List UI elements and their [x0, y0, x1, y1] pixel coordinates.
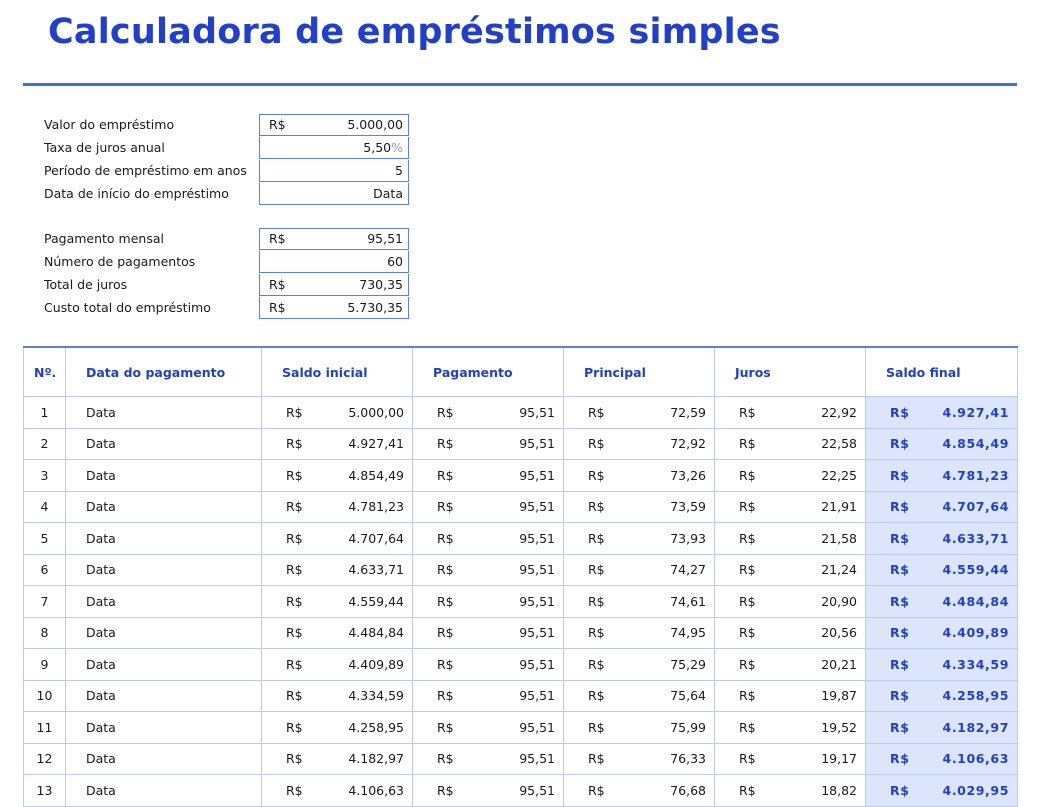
payment-cell [413, 712, 564, 744]
payment-amount: 95,51 [519, 625, 555, 641]
currency-label: R$ [437, 782, 454, 798]
opening-balance: 4.854,49 [348, 467, 404, 483]
interest-amount: 22,92 [821, 404, 857, 420]
closing-balance: 4.854,49 [942, 436, 1009, 452]
currency-label: R$ [286, 436, 303, 452]
table-row [24, 397, 1018, 429]
payment-number: 2 [24, 428, 66, 460]
table-row [24, 428, 1018, 460]
currency-label: R$ [890, 751, 910, 767]
interest-cell [715, 586, 866, 618]
table-row [24, 775, 1018, 807]
interest-amount: 21,58 [821, 530, 857, 546]
opening-balance-cell [262, 743, 413, 775]
principal-amount: 74,27 [670, 562, 706, 578]
closing-balance: 4.559,44 [942, 562, 1009, 578]
payment-count-value [259, 251, 409, 273]
payment-cell [413, 649, 564, 681]
currency-label: R$ [269, 231, 286, 246]
opening-balance-cell [262, 523, 413, 555]
currency-label: R$ [890, 499, 910, 515]
payment-amount: 95,51 [519, 782, 555, 798]
field-value: Data [373, 185, 403, 201]
closing-balance-cell [866, 460, 1018, 492]
input-row-interest-rate [44, 136, 409, 159]
field-value: 5 [395, 162, 403, 178]
interest-cell [715, 617, 866, 649]
currency-label: R$ [739, 593, 756, 609]
result-label: Custo total do empréstimo [44, 300, 211, 315]
currency-label: R$ [890, 562, 910, 578]
closing-balance-cell [866, 712, 1018, 744]
currency-label: R$ [286, 625, 303, 641]
interest-cell [715, 491, 866, 523]
currency-label: R$ [286, 404, 303, 420]
payment-date[interactable]: Data [66, 586, 262, 618]
currency-label: R$ [739, 656, 756, 672]
principal-cell [564, 523, 715, 555]
payment-amount: 95,51 [519, 562, 555, 578]
principal-cell [564, 554, 715, 586]
interest-cell [715, 712, 866, 744]
principal-cell [564, 680, 715, 712]
result-label: Número de pagamentos [44, 254, 196, 269]
closing-balance: 4.106,63 [942, 751, 1009, 767]
currency-label: R$ [286, 656, 303, 672]
currency-label: R$ [739, 562, 756, 578]
payment-number: 9 [24, 649, 66, 681]
closing-balance-cell [866, 491, 1018, 523]
interest-cell [715, 523, 866, 555]
currency-label: R$ [739, 688, 756, 704]
input-label: Taxa de juros anual [44, 140, 165, 155]
closing-balance-cell [866, 649, 1018, 681]
currency-label: R$ [437, 499, 454, 515]
table-row [24, 712, 1018, 744]
principal-cell [564, 617, 715, 649]
interest-cell [715, 554, 866, 586]
table-row [24, 523, 1018, 555]
currency-label: R$ [286, 562, 303, 578]
payment-date[interactable]: Data [66, 680, 262, 712]
opening-balance-cell [262, 617, 413, 649]
payment-amount: 95,51 [519, 593, 555, 609]
payment-amount: 95,51 [519, 467, 555, 483]
payment-number: 8 [24, 617, 66, 649]
opening-balance-cell [262, 491, 413, 523]
column-header-closing-balance: Saldo final [866, 347, 1018, 397]
principal-amount: 74,61 [670, 593, 706, 609]
currency-label: R$ [890, 625, 910, 641]
principal-amount: 75,29 [670, 656, 706, 672]
currency-label: R$ [286, 530, 303, 546]
result-label: Total de juros [44, 277, 128, 292]
currency-label: R$ [588, 593, 605, 609]
payment-amount: 95,51 [519, 751, 555, 767]
opening-balance-cell [262, 397, 413, 429]
payment-cell [413, 428, 564, 460]
payment-amount: 95,51 [519, 530, 555, 546]
currency-label: R$ [437, 751, 454, 767]
currency-label: R$ [286, 467, 303, 483]
currency-label: R$ [588, 625, 605, 641]
principal-cell [564, 397, 715, 429]
payment-date[interactable]: Data [66, 397, 262, 429]
payment-number: 13 [24, 775, 66, 807]
currency-label: R$ [588, 499, 605, 515]
field-value: 730,35 [359, 276, 403, 292]
loan-period-field[interactable] [259, 160, 409, 182]
field-value: 5,50 [363, 139, 392, 155]
payment-number: 1 [24, 397, 66, 429]
principal-amount: 72,59 [670, 404, 706, 420]
closing-balance-cell [866, 428, 1018, 460]
currency-label: R$ [437, 625, 454, 641]
payment-cell [413, 680, 564, 712]
title-divider [23, 83, 1017, 86]
payment-amount: 95,51 [519, 436, 555, 452]
payment-cell [413, 491, 564, 523]
currency-label: R$ [437, 719, 454, 735]
page-title: Calculadora de empréstimos simples [48, 12, 781, 52]
payment-number: 5 [24, 523, 66, 555]
principal-cell [564, 775, 715, 807]
total-cost-value [259, 297, 409, 319]
table-row [24, 554, 1018, 586]
principal-cell [564, 460, 715, 492]
principal-amount: 72,92 [670, 436, 706, 452]
opening-balance-cell [262, 428, 413, 460]
currency-label: R$ [437, 562, 454, 578]
currency-label: R$ [437, 467, 454, 483]
currency-label: R$ [437, 656, 454, 672]
currency-label: R$ [739, 436, 756, 452]
table-row [24, 743, 1018, 775]
payment-cell [413, 586, 564, 618]
interest-amount: 20,21 [821, 656, 857, 672]
opening-balance: 4.484,84 [348, 625, 404, 641]
column-header-number: Nº. [24, 347, 66, 397]
closing-balance-cell [866, 680, 1018, 712]
opening-balance: 4.182,97 [348, 751, 404, 767]
column-header-principal: Principal [564, 347, 715, 397]
principal-cell [564, 649, 715, 681]
payment-number: 3 [24, 460, 66, 492]
currency-label: R$ [890, 404, 910, 420]
payment-date[interactable]: Data [66, 617, 262, 649]
field-value: 5.000,00 [347, 117, 403, 132]
payment-date[interactable]: Data [66, 523, 262, 555]
currency-label: R$ [437, 404, 454, 420]
interest-amount: 22,25 [821, 467, 857, 483]
closing-balance: 4.633,71 [942, 530, 1009, 546]
currency-label: R$ [890, 436, 910, 452]
payment-date[interactable]: Data [66, 460, 262, 492]
interest-amount: 18,82 [821, 782, 857, 798]
table-row [24, 617, 1018, 649]
interest-amount: 22,58 [821, 436, 857, 452]
table-row [24, 649, 1018, 681]
opening-balance: 4.334,59 [348, 688, 404, 704]
opening-balance-cell [262, 554, 413, 586]
closing-balance: 4.707,64 [942, 499, 1009, 515]
closing-balance-cell [866, 523, 1018, 555]
closing-balance-cell [866, 554, 1018, 586]
interest-rate-field[interactable] [259, 137, 409, 159]
currency-label: R$ [286, 751, 303, 767]
interest-amount: 21,24 [821, 562, 857, 578]
currency-label: R$ [739, 782, 756, 798]
table-row [24, 491, 1018, 523]
currency-label: R$ [269, 276, 286, 292]
closing-balance: 4.781,23 [942, 467, 1009, 483]
currency-label: R$ [437, 530, 454, 546]
opening-balance: 4.707,64 [348, 530, 404, 546]
principal-amount: 75,64 [670, 688, 706, 704]
currency-label: R$ [739, 404, 756, 420]
result-row-monthly-payment [44, 227, 409, 250]
opening-balance: 5.000,00 [348, 404, 404, 420]
currency-label: R$ [890, 719, 910, 735]
closing-balance: 4.334,59 [942, 656, 1009, 672]
currency-label: R$ [588, 530, 605, 546]
currency-label: R$ [286, 782, 303, 798]
interest-amount: 19,87 [821, 688, 857, 704]
closing-balance: 4.927,41 [942, 404, 1009, 420]
principal-amount: 73,59 [670, 499, 706, 515]
currency-label: R$ [588, 467, 605, 483]
principal-amount: 73,26 [670, 467, 706, 483]
principal-amount: 74,95 [670, 625, 706, 641]
field-value: 5.730,35 [347, 299, 403, 315]
closing-balance-cell [866, 586, 1018, 618]
principal-amount: 75,99 [670, 719, 706, 735]
interest-cell [715, 428, 866, 460]
closing-balance: 4.484,84 [942, 593, 1009, 609]
closing-balance: 4.409,89 [942, 625, 1009, 641]
interest-cell [715, 743, 866, 775]
opening-balance-cell [262, 712, 413, 744]
currency-label: R$ [588, 436, 605, 452]
currency-label: R$ [739, 719, 756, 735]
opening-balance: 4.781,23 [348, 499, 404, 515]
interest-amount: 21,91 [821, 499, 857, 515]
currency-label: R$ [286, 499, 303, 515]
principal-amount: 73,93 [670, 530, 706, 546]
input-row-start-date [44, 182, 409, 205]
currency-label: R$ [269, 299, 286, 315]
principal-amount: 76,33 [670, 751, 706, 767]
closing-balance-cell [866, 743, 1018, 775]
table-row [24, 586, 1018, 618]
currency-label: R$ [588, 404, 605, 420]
result-row-total-interest [44, 273, 409, 296]
start-date-field[interactable] [259, 183, 409, 205]
field-value: 95,51 [367, 231, 403, 246]
opening-balance-cell [262, 775, 413, 807]
currency-label: R$ [588, 751, 605, 767]
currency-label: R$ [437, 593, 454, 609]
loan-amount-field[interactable] [259, 114, 409, 136]
closing-balance: 4.029,95 [942, 782, 1009, 798]
loan-inputs [44, 113, 409, 205]
interest-cell [715, 775, 866, 807]
total-interest-value [259, 274, 409, 296]
input-row-loan-period [44, 159, 409, 182]
closing-balance-cell [866, 617, 1018, 649]
currency-label: R$ [890, 656, 910, 672]
interest-cell [715, 460, 866, 492]
currency-label: R$ [588, 562, 605, 578]
payment-number: 6 [24, 554, 66, 586]
opening-balance: 4.409,89 [348, 656, 404, 672]
payment-number: 4 [24, 491, 66, 523]
payment-amount: 95,51 [519, 499, 555, 515]
currency-label: R$ [890, 530, 910, 546]
monthly-payment-value [259, 228, 409, 250]
input-label: Data de início do empréstimo [44, 186, 229, 201]
principal-cell [564, 491, 715, 523]
currency-label: R$ [890, 782, 910, 798]
currency-label: R$ [890, 593, 910, 609]
opening-balance-cell [262, 460, 413, 492]
principal-amount: 76,68 [670, 782, 706, 798]
principal-cell [564, 586, 715, 618]
payment-date[interactable]: Data [66, 743, 262, 775]
opening-balance-cell [262, 680, 413, 712]
payment-number: 7 [24, 586, 66, 618]
currency-label: R$ [739, 625, 756, 641]
currency-label: R$ [739, 467, 756, 483]
currency-label: R$ [890, 467, 910, 483]
currency-label: R$ [588, 688, 605, 704]
opening-balance: 4.633,71 [348, 562, 404, 578]
interest-cell [715, 397, 866, 429]
result-label: Pagamento mensal [44, 231, 164, 246]
payment-cell [413, 554, 564, 586]
interest-amount: 19,52 [821, 719, 857, 735]
loan-results [44, 227, 409, 319]
currency-label: R$ [739, 530, 756, 546]
interest-amount: 20,90 [821, 593, 857, 609]
amortization-table [23, 346, 1018, 807]
payment-cell [413, 775, 564, 807]
column-header-interest: Juros [715, 347, 866, 397]
column-header-opening-balance: Saldo inicial [262, 347, 413, 397]
payment-cell [413, 397, 564, 429]
payment-date[interactable]: Data [66, 712, 262, 744]
principal-cell [564, 743, 715, 775]
interest-amount: 19,17 [821, 751, 857, 767]
result-row-payment-count [44, 250, 409, 273]
opening-balance: 4.559,44 [348, 593, 404, 609]
currency-label: R$ [286, 688, 303, 704]
table-row [24, 680, 1018, 712]
field-value: 60 [387, 253, 403, 269]
interest-cell [715, 649, 866, 681]
currency-label: R$ [269, 117, 286, 132]
payment-number: 11 [24, 712, 66, 744]
closing-balance: 4.182,97 [942, 719, 1009, 735]
opening-balance-cell [262, 649, 413, 681]
currency-label: R$ [286, 719, 303, 735]
payment-amount: 95,51 [519, 404, 555, 420]
closing-balance: 4.258,95 [942, 688, 1009, 704]
currency-label: R$ [286, 593, 303, 609]
currency-label: R$ [588, 782, 605, 798]
currency-label: R$ [890, 688, 910, 704]
table-header-row [24, 347, 1018, 397]
payment-amount: 95,51 [519, 688, 555, 704]
interest-cell [715, 680, 866, 712]
opening-balance: 4.258,95 [348, 719, 404, 735]
column-header-payment-date: Data do pagamento [66, 347, 262, 397]
payment-date[interactable]: Data [66, 554, 262, 586]
payment-amount: 95,51 [519, 719, 555, 735]
payment-cell [413, 460, 564, 492]
principal-cell [564, 428, 715, 460]
payment-date[interactable]: Data [66, 491, 262, 523]
payment-cell [413, 523, 564, 555]
principal-cell [564, 712, 715, 744]
currency-label: R$ [437, 688, 454, 704]
table-row [24, 460, 1018, 492]
opening-balance: 4.106,63 [348, 782, 404, 798]
payment-number: 10 [24, 680, 66, 712]
opening-balance-cell [262, 586, 413, 618]
payment-amount: 95,51 [519, 656, 555, 672]
currency-label: R$ [588, 719, 605, 735]
payment-cell [413, 743, 564, 775]
currency-label: R$ [739, 751, 756, 767]
input-label: Valor do empréstimo [44, 117, 175, 132]
opening-balance: 4.927,41 [348, 436, 404, 452]
payment-number: 12 [24, 743, 66, 775]
closing-balance-cell [866, 775, 1018, 807]
input-label: Período de empréstimo em anos [44, 163, 247, 178]
interest-amount: 20,56 [821, 625, 857, 641]
column-header-payment: Pagamento [413, 347, 564, 397]
percent-sign: % [391, 139, 403, 155]
currency-label: R$ [588, 656, 605, 672]
currency-label: R$ [437, 436, 454, 452]
currency-label: R$ [739, 499, 756, 515]
payment-date[interactable]: Data [66, 775, 262, 807]
input-row-loan-amount [44, 113, 409, 136]
result-row-total-cost [44, 296, 409, 319]
payment-cell [413, 617, 564, 649]
payment-date[interactable]: Data [66, 428, 262, 460]
closing-balance-cell [866, 397, 1018, 429]
payment-date[interactable]: Data [66, 649, 262, 681]
